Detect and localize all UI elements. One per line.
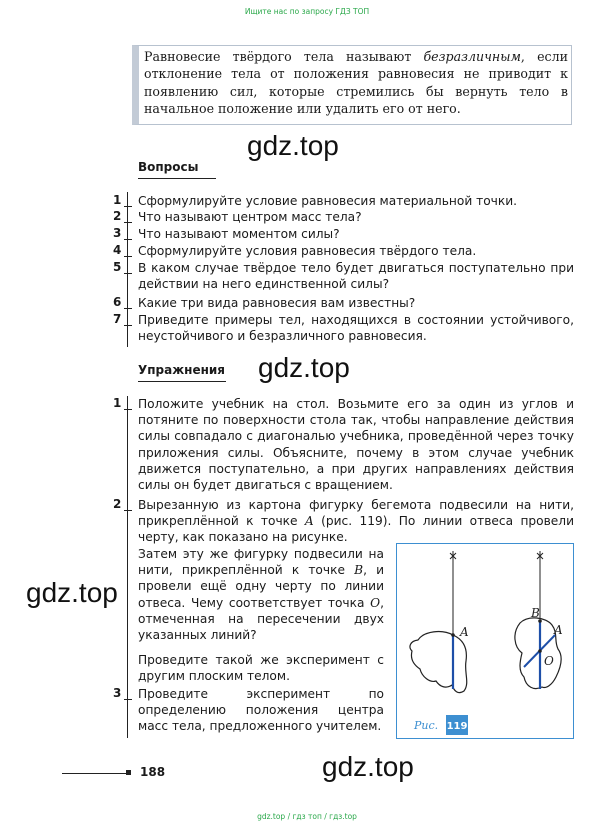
page-number: 188 — [140, 765, 166, 779]
question-tick — [124, 239, 132, 240]
watermark: gdz.top — [247, 130, 339, 161]
footer-rule — [62, 773, 126, 774]
question-item: Сформулируйте условие равновесия материальной точки. — [138, 194, 518, 208]
point-b-var: B — [354, 563, 364, 578]
question-number: 4 — [113, 243, 122, 257]
question-tick — [124, 206, 132, 207]
questions-margin-line — [127, 192, 128, 347]
point-a-marker — [451, 633, 455, 637]
point-o-var: O — [370, 595, 381, 610]
top-note[interactable]: Ищите нас по запросу ГДЗ ТОП — [244, 7, 370, 16]
question-number: 1 — [113, 193, 122, 207]
bottom-note[interactable]: gdz.top / гдз топ / гдз.top — [257, 812, 357, 821]
question-number: 5 — [113, 260, 122, 274]
figure-119 — [396, 543, 574, 739]
exercise-tick — [124, 699, 132, 700]
definition-term: безразличным — [423, 49, 521, 64]
exercise-2-intro: Вырезанную из картона фигурку бегемота подвесили на нити, прикреплённой к точке A (рис. 119). По линии отвеса провели черту, как показано на рисунке. — [138, 498, 574, 545]
question-item: Что называют моментом силы? — [138, 227, 340, 241]
exercise-3-text: Проведите эксперимент по определению положения центра масс тела, предложенного учителем. — [138, 687, 384, 734]
exercise-number: 3 — [113, 686, 122, 700]
label-a-left: A — [460, 625, 469, 639]
question-tick — [124, 256, 132, 257]
question-number: 6 — [113, 295, 122, 309]
label-a-right: A — [554, 623, 563, 637]
exercise-tick — [124, 510, 132, 511]
point-a-var: A — [304, 514, 314, 529]
question-item: Какие три вида равновесия вам известны? — [138, 296, 416, 310]
watermark: gdz.top — [258, 352, 350, 383]
watermark: gdz.top — [26, 577, 118, 608]
question-tick — [124, 308, 132, 309]
exercise-number: 2 — [113, 497, 122, 511]
watermark: gdz.top — [322, 751, 414, 782]
footer-square — [126, 770, 131, 775]
question-number: 2 — [113, 209, 122, 223]
exercises-margin-line — [127, 396, 128, 738]
question-item: Сформулируйте условия равновесия твёрдого тела. — [138, 244, 477, 258]
exercises-heading: Упражнения — [138, 363, 226, 377]
exercises-underline — [138, 381, 226, 382]
exercise-2-instruction: Проведите такой же эксперимент с другим плоским телом. — [138, 653, 384, 684]
point-o-marker — [538, 649, 542, 653]
exercise-number: 1 — [113, 396, 122, 410]
label-b: B — [531, 606, 540, 620]
figure-number: 119 — [446, 721, 468, 732]
questions-heading: Вопросы — [138, 160, 199, 174]
questions-underline — [138, 178, 216, 179]
question-item: В каком случае твёрдое тело будет двигаться поступательно при действии на него единственной силы? — [138, 261, 574, 292]
question-tick — [124, 325, 132, 326]
question-item: Приведите примеры тел, находящихся в состоянии устойчивого, неустойчивого и безразличного равновесия. — [138, 313, 574, 344]
exercise-tick — [124, 409, 132, 410]
question-number: 7 — [113, 312, 122, 326]
question-number: 3 — [113, 226, 122, 240]
exercise-1-text: Положите учебник на стол. Возьмите его за один из углов и потяните по поверхности стола так, чтобы направление действия силы совпадало с диагональю учебника, проведённой через точку приложения силы. Объясните, почему в этом случае учебник движется поступательно, а при других направлениях действия силы он будет двигаться с вращением. — [138, 397, 574, 493]
label-o: O — [544, 654, 554, 668]
question-item: Что называют центром масс тела? — [138, 210, 362, 224]
figure-caption-label: Рис. — [414, 719, 439, 732]
exercise-2-body: Затем эту же фигурку подвесили на нити, прикреплённой к точке B, и провели ещё одну черту по линии отвеса. Чему соответствует точка O, отмеченная на пересечении двух указанных линий? — [138, 547, 384, 643]
question-tick — [124, 222, 132, 223]
question-tick — [124, 273, 132, 274]
definition-text: Равновесие твёрдого тела называют безразличным, если отклонение тела от положения равновесия не приводит к появлению сил, которые стремились бы вернуть тело в начальное положение или удалить его от него. — [144, 49, 568, 116]
